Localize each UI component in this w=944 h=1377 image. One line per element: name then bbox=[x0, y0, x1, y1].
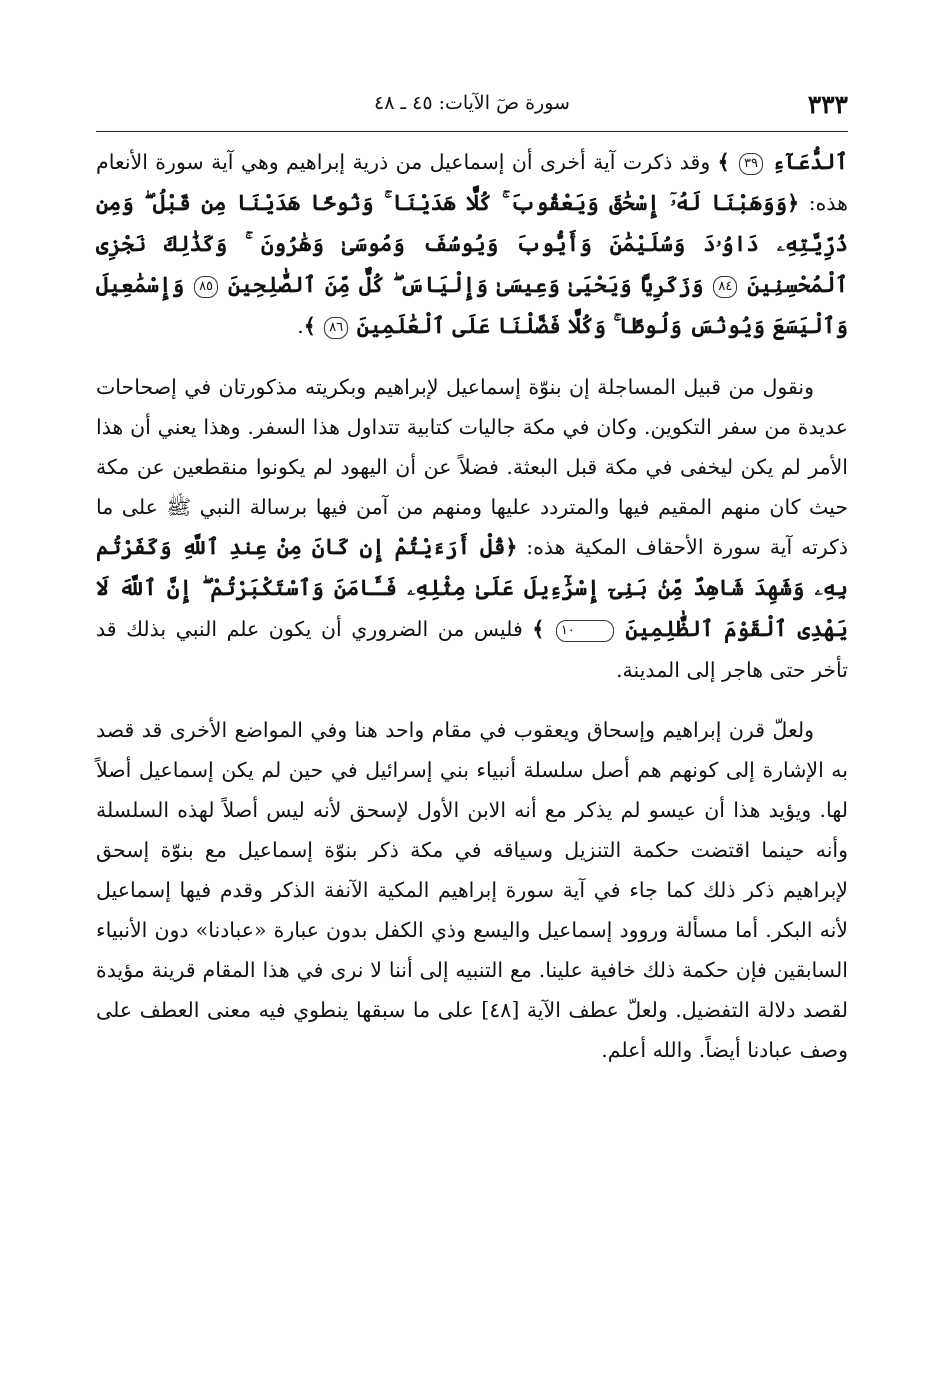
page-number: ٣٣٣ bbox=[807, 90, 848, 119]
text-run: فليس من الضروري أن يكون علم النبي بذلك قد تأخر حتى هاجر إلى المدينة. bbox=[96, 617, 848, 682]
verse-number-marker: ٨٥ bbox=[194, 276, 218, 298]
page-header bbox=[96, 84, 848, 124]
ornate-bracket: ﴿ bbox=[787, 191, 800, 215]
text-run: ولعلّ قرن إبراهيم وإسحاق ويعقوب في مقام واحد هنا وفي المواضع الأخرى قد قصد به الإشارة إلى كونهم هم أصل سلسلة أنبياء بني إسرائيل في حين لم يكن إسماعيل أصلاً لها. ويؤيد هذا أن عيسو لم يذكر مع أنه الابن الأول لإسحق لأنه ليس أصلاً لهذه السلسلة وأنه حينما اقتضت حكمة التنزيل وسياقه في مكة ذكر بنوّة إسماعيل مع بنوّة إسحق لإبراهيم ذكر ذلك كما جاء في آية سورة إبراهيم المكية الآنفة الذكر وقدم فيها إسماعيل لأنه البكر. أما مسألة وروود إسماعيل واليسع وذي الكفل بدون عبارة «عبادنا» دون الأنبياء السابقين فإن حكمة ذلك خافية علينا. مع التنبيه إلى أننا لا نرى في هذا المقام قرينة مؤيدة لقصد دلالة التفضيل. ولعلّ عطف الآية [٤٨] على ما سبقها ينطوي فيه معنى العطف على وصف عبادنا أيضاً. والله أعلم. bbox=[96, 718, 848, 1062]
quran-verse: قُلْ أَرَءَيْتُمْ إِن كَانَ مِنْ عِندِ ٱللَّهِ وَكَفَرْتُم بِهِۦ وَشَهِدَ شَاهِدٌ مِّنۢ بَنِىٓ إِسْرَٰٓءِيلَ عَلَىٰ مِثْلِهِۦ فَـَٔامَنَ وَٱسْتَكْبَرْتُمْ ۖ إِنَّ ٱللَّهَ لَا يَهْدِى ٱلْقَوْمَ ٱلظَّٰلِمِينَ bbox=[96, 535, 848, 642]
verse-number-marker: ١٠ bbox=[556, 620, 614, 642]
quran-verse: ٱلدُّعَآءِ bbox=[772, 150, 848, 175]
verse-number-marker: ٣٩ bbox=[739, 153, 763, 175]
text-run: وقد ذكرت آية أخرى أن إسماعيل من ذرية إبراهيم وهي آية سورة الأنعام هذه: bbox=[96, 150, 848, 215]
body-text bbox=[96, 142, 848, 1070]
ornate-bracket: ﴿ bbox=[505, 535, 518, 559]
verse-number-marker: ٨٦ bbox=[324, 317, 348, 339]
ornate-bracket: ﴾ bbox=[303, 314, 316, 338]
paragraph-1 bbox=[96, 142, 848, 347]
text-run: ونقول من قبيل المساجلة إن بنوّة إسماعيل لإبراهيم وبكريته مذكورتان في إصحاحات عديدة من سفر التكوين. وكان في مكة جاليات كتابية تتداول هذا السفر. وهذا يعني أن هذا الأمر لم يكن ليخفى في مكة قبل البعثة. فضلاً عن أن اليهود لم يكونوا منقطعين عن مكة حيث كان منهم المقيم فيها والمتردد عليها ومنهم من آمن فيها برسالة النبي ﷺ على ما ذكرته آية سورة الأحقاف المكية هذه: bbox=[96, 375, 848, 559]
ornate-bracket: ﴾ bbox=[532, 617, 545, 641]
running-title: سورة صٓ الآيات: ٤٥ ـ ٤٨ bbox=[374, 92, 570, 114]
quran-verse: وَوَهَبْنَا لَهُۥٓ إِسْحَٰقَ وَيَعْقُوبَ ۚ كُلًّا هَدَيْنَا ۚ وَنُوحًا هَدَيْنَا مِن قَبْلُ ۖ وَمِن ذُرِّيَّتِهِۦ دَاوُۥدَ وَسُلَيْمَٰنَ وَأَيُّوبَ وَيُوسُفَ وَمُوسَىٰ وَهَٰرُونَ ۚ وَكَذَٰلِكَ نَجْزِى ٱلْمُحْسِنِينَ bbox=[96, 191, 848, 298]
quran-verse: وَزَكَرِيَّا وَيَحْيَىٰ وَعِيسَىٰ وَإِلْيَاسَ ۖ كُلٌّ مِّنَ ٱلصَّٰلِحِينَ bbox=[227, 273, 704, 298]
paragraph-3 bbox=[96, 710, 848, 1070]
header-rule bbox=[96, 131, 848, 132]
verse-number-marker: ٨٤ bbox=[713, 276, 737, 298]
quran-verse: وَإِسْمَٰعِيلَ وَٱلْيَسَعَ وَيُونُسَ وَلُوطًا ۚ وَكُلًّا فَضَّلْنَا عَلَى ٱلْعَٰلَمِينَ bbox=[96, 273, 848, 339]
ornate-bracket: ﴾ bbox=[717, 150, 730, 174]
text-run: . bbox=[297, 314, 304, 338]
paragraph-2 bbox=[96, 367, 848, 690]
